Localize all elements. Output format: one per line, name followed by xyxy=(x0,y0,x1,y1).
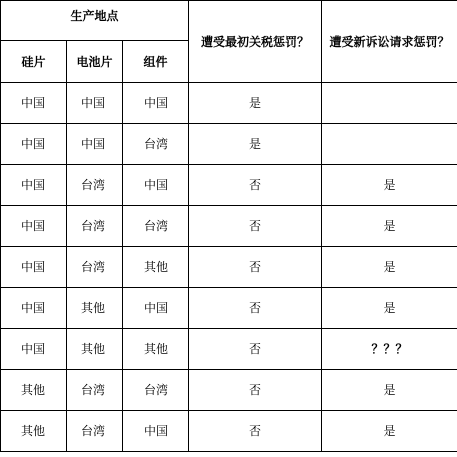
module-header: 组件 xyxy=(123,41,189,83)
new-petition-cell xyxy=(322,124,457,165)
silicon-cell: 中国 xyxy=(1,206,67,247)
new-petition-cell xyxy=(322,83,457,124)
cell-cell: 台湾 xyxy=(67,370,123,411)
module-cell: 中国 xyxy=(123,288,189,329)
new-petition-header: 遭受新诉讼请求惩罚？ xyxy=(322,1,457,83)
silicon-cell: 中国 xyxy=(1,288,67,329)
cell-cell: 台湾 xyxy=(67,206,123,247)
module-cell: 其他 xyxy=(123,329,189,370)
table-row xyxy=(1,288,457,329)
header-row-1 xyxy=(1,1,457,41)
cell-cell: 台湾 xyxy=(67,247,123,288)
silicon-header: 硅片 xyxy=(1,41,67,83)
initial-tariff-cell: 否 xyxy=(189,247,322,288)
module-cell: 中国 xyxy=(123,411,189,452)
table-row xyxy=(1,83,457,124)
cell-cell: 其他 xyxy=(67,329,123,370)
new-petition-cell: 是 xyxy=(322,411,457,452)
initial-tariff-header: 遭受最初关税惩罚？ xyxy=(189,1,322,83)
initial-tariff-cell: 是 xyxy=(189,83,322,124)
silicon-cell: 中国 xyxy=(1,165,67,206)
module-cell: 中国 xyxy=(123,83,189,124)
new-petition-cell: 是 xyxy=(322,165,457,206)
table-row xyxy=(1,370,457,411)
initial-tariff-cell: 否 xyxy=(189,329,322,370)
initial-tariff-cell: 否 xyxy=(189,165,322,206)
silicon-cell: 中国 xyxy=(1,83,67,124)
silicon-cell: 中国 xyxy=(1,329,67,370)
cell-cell: 其他 xyxy=(67,288,123,329)
new-petition-cell: 是 xyxy=(322,370,457,411)
module-cell: 中国 xyxy=(123,165,189,206)
module-cell: 台湾 xyxy=(123,124,189,165)
initial-tariff-cell: 否 xyxy=(189,370,322,411)
table-row xyxy=(1,206,457,247)
initial-tariff-cell: 否 xyxy=(189,288,322,329)
module-cell: 其他 xyxy=(123,247,189,288)
initial-tariff-cell: 否 xyxy=(189,206,322,247)
new-petition-cell: 是 xyxy=(322,206,457,247)
silicon-cell: 中国 xyxy=(1,124,67,165)
new-petition-cell: 是 xyxy=(322,247,457,288)
cell-cell: 中国 xyxy=(67,124,123,165)
cell-cell: 中国 xyxy=(67,83,123,124)
table-row xyxy=(1,411,457,452)
initial-tariff-cell: 否 xyxy=(189,411,322,452)
table-row xyxy=(1,247,457,288)
initial-tariff-cell: 是 xyxy=(189,124,322,165)
table-row xyxy=(1,165,457,206)
silicon-cell: 其他 xyxy=(1,370,67,411)
cell-cell: 台湾 xyxy=(67,165,123,206)
cell-header: 电池片 xyxy=(67,41,123,83)
table-row xyxy=(1,124,457,165)
cell-cell: 台湾 xyxy=(67,411,123,452)
silicon-cell: 其他 xyxy=(1,411,67,452)
silicon-cell: 中国 xyxy=(1,247,67,288)
new-petition-cell: 是 xyxy=(322,288,457,329)
module-cell: 台湾 xyxy=(123,370,189,411)
module-cell: 台湾 xyxy=(123,206,189,247)
new-petition-cell: ？？？ xyxy=(322,329,457,370)
table-row xyxy=(1,329,457,370)
production-location-header: 生产地点 xyxy=(1,1,189,41)
